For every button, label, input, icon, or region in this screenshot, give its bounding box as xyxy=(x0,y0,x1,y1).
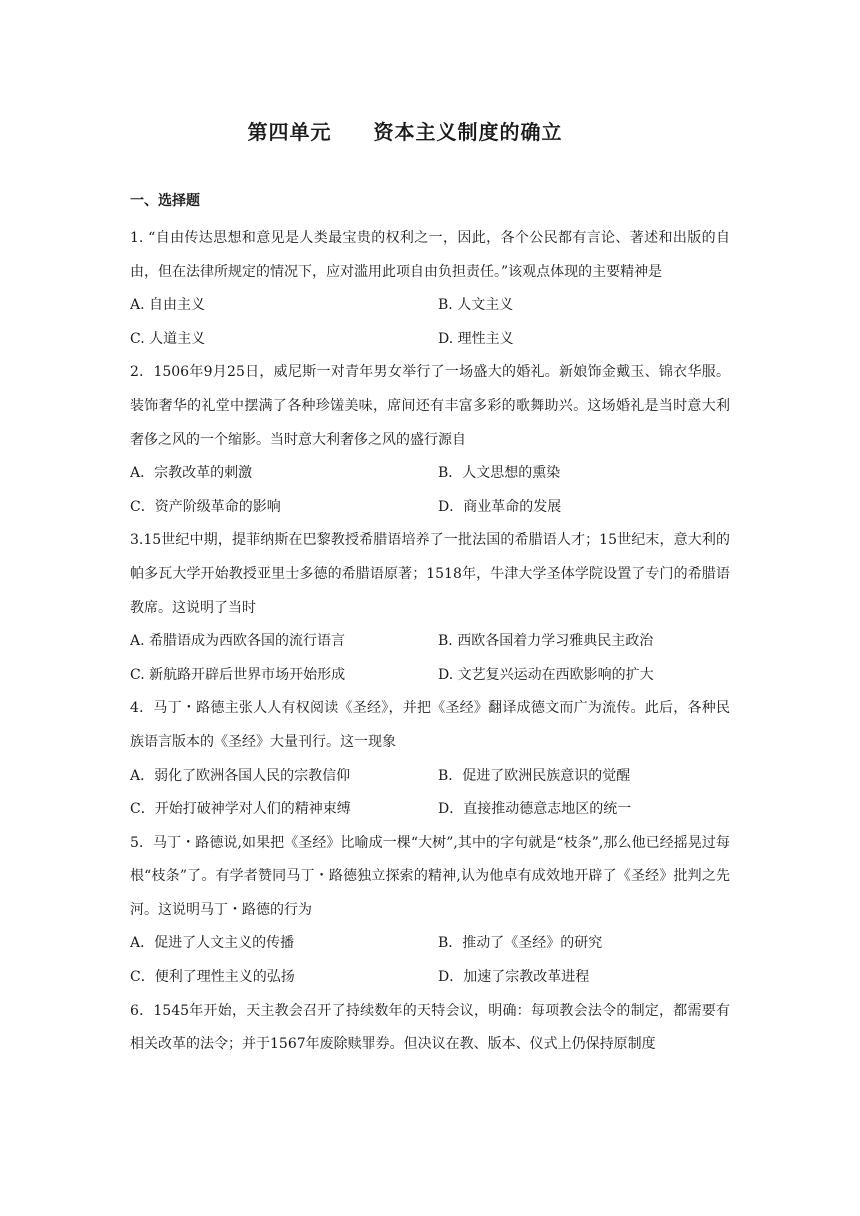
option-d: D．直接推动德意志地区的统一 xyxy=(438,801,632,818)
option-row xyxy=(130,323,730,357)
option-b: B．人文思想的熏染 xyxy=(438,465,561,482)
question-stem: 3.15世纪中期，提菲纳斯在巴黎教授希腊语培养了一批法国的希腊语人才；15世纪末，意大利的帕多瓦大学开始教授亚里士多德的希腊语原著；1518年，牛津大学圣体学院设置了专门的希腊语教席。这说明了当时 xyxy=(130,532,730,616)
option-c: C. 人道主义 xyxy=(130,330,206,347)
option-row xyxy=(130,760,730,794)
option-d: D. 文艺复兴运动在西欧影响的扩大 xyxy=(438,666,654,683)
option-row xyxy=(130,491,730,525)
option-c: C. 新航路开辟后世界市场开始形成 xyxy=(130,666,346,683)
option-b: B．推动了《圣经》的研究 xyxy=(438,935,603,952)
option-row xyxy=(130,793,730,827)
option-a: A．弱化了欧洲各国人民的宗教信仰 xyxy=(130,767,351,784)
question-1 xyxy=(130,222,730,356)
option-row xyxy=(130,659,730,693)
option-a: A．促进了人文主义的传播 xyxy=(130,935,295,952)
option-a: A. 自由主义 xyxy=(130,297,206,314)
question-stem: 5．马丁・路德说,如果把《圣经》比喻成一棵“大树”,其中的字句就是“枝条”,那么他已经摇晃过每根“枝条”了。有学者赞同马丁・路德独立探索的精神,认为他卓有成效地开辟了《圣经》批判之先河。这说明马丁・路德的行为 xyxy=(130,834,730,918)
question-stem: 1. “自由传达思想和意见是人类最宝贵的权利之一，因此，各个公民都有言论、著述和出版的自由，但在法律所规定的情况下，应对滥用此项自由负担责任。”该观点体现的主要精神是 xyxy=(130,230,730,280)
option-a: A．宗教改革的刺激 xyxy=(130,465,253,482)
option-row xyxy=(130,961,730,995)
page-title: 第四单元 资本主义制度的确立 xyxy=(247,120,563,144)
option-c: C．资产阶级革命的影响 xyxy=(130,498,281,515)
question-list xyxy=(130,222,730,1062)
option-d: D. 理性主义 xyxy=(438,330,514,347)
option-row xyxy=(130,927,730,961)
question-stem: 6．1545年开始，天主教会召开了持续数年的天特会议，明确：每项教会法令的制定，都需要有相关改革的法令；并于1567年废除赎罪券。但决议在教、版本、仪式上仍保持原制度 xyxy=(130,1002,730,1053)
question-2 xyxy=(130,356,730,524)
option-d: D．加速了宗教改革进程 xyxy=(438,969,590,986)
option-b: B．促进了欧洲民族意识的觉醒 xyxy=(438,767,631,784)
question-stem: 2．1506年9月25日，威尼斯一对青年男女举行了一场盛大的婚礼。新娘饰金戴玉、锦衣华服。装饰奢华的礼堂中摆满了各种珍馐美味，席间还有丰富多彩的歌舞助兴。这场婚礼是当时意大利奢侈之风的一个缩影。当时意大利奢侈之风的盛行源自 xyxy=(130,364,730,448)
option-a: A. 希腊语成为西欧各国的流行语言 xyxy=(130,633,346,650)
question-5 xyxy=(130,827,730,995)
option-d: D．商业革命的发展 xyxy=(438,498,562,515)
option-row xyxy=(130,625,730,659)
option-b: B. 西欧各国着力学习雅典民主政治 xyxy=(438,633,654,650)
section-heading: 一、选择题 xyxy=(130,193,200,209)
option-b: B. 人文主义 xyxy=(438,297,514,314)
option-c: C．便利了理性主义的弘扬 xyxy=(130,969,295,986)
question-3 xyxy=(130,524,730,692)
question-4 xyxy=(130,692,730,826)
question-stem: 4．马丁・路德主张人人有权阅读《圣经》，并把《圣经》翻译成德文而广为流传。此后，各种民族语言版本的《圣经》大量刊行。这一现象 xyxy=(130,700,730,750)
question-6 xyxy=(130,995,730,1062)
option-c: C．开始打破神学对人们的精神束缚 xyxy=(130,801,351,818)
option-row xyxy=(130,289,730,323)
option-row xyxy=(130,457,730,491)
